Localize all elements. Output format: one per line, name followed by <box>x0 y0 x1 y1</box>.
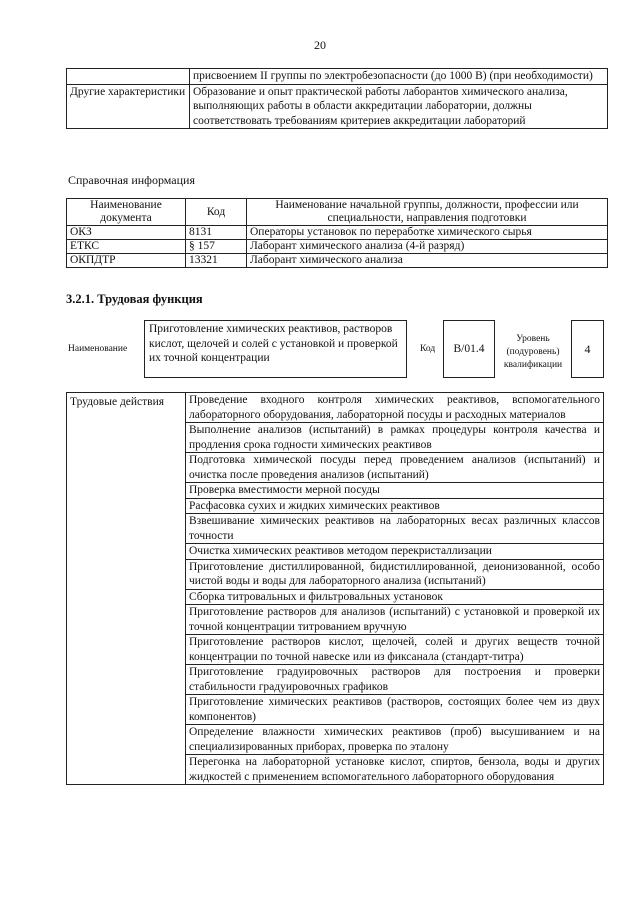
table-row <box>67 226 608 240</box>
column-header-document: Наименование документа <box>67 199 186 226</box>
labor-action-item: Сборка титровальных и фильтровальных установок <box>186 589 604 605</box>
table-cell: Образование и опыт практической работы лаборантов химического анализа, выполняющих работы в области аккредитации лаборатории, должны соответствовать требованиям критериев аккредитации лабораторий <box>190 84 608 129</box>
column-header-group-name: Наименование начальной группы, должности, профессии или специальности, направления подготовки <box>247 199 608 226</box>
labor-action-item: Выполнение анализов (испытаний) в рамках процедуры контроля качества и продления срока годности химических реактивов <box>186 423 604 453</box>
table-cell: 8131 <box>186 226 247 240</box>
table-cell: Операторы установок по переработке химического сырья <box>247 226 608 240</box>
labor-action-item: Подготовка химической посуды перед проведением анализов (испытаний) и очистка после проведения анализов (испытаний) <box>186 453 604 483</box>
table-cell: ОКЗ <box>67 226 186 240</box>
reference-table <box>66 198 608 268</box>
labor-actions-body <box>67 393 604 785</box>
labor-action-item: Приготовление дистиллированной, бидистиллированной, деионизованной, особо чистой воды и воды для лабораторного анализа (испытаний) <box>186 559 604 589</box>
table-cell: присвоением II группы по электробезопасности (до 1000 В) (при необходимости) <box>190 69 608 85</box>
qualification-level-label: Уровень (подуровень) квалификации <box>503 334 563 370</box>
table-row <box>67 84 608 129</box>
labor-action-item: Перегонка на лабораторной установке кислот, спиртов, бензола, воды и других жидкостей с применением вспомогательного лабораторного оборудования <box>186 755 604 785</box>
table-row <box>67 254 608 268</box>
table-cell: Лаборант химического анализа <box>247 254 608 268</box>
table-cell: 13321 <box>186 254 247 268</box>
table-cell: ОКПДТР <box>67 254 186 268</box>
labor-action-item: Приготовление градуировочных растворов для построения и проверки стабильности градуировочных графиков <box>186 665 604 695</box>
labor-action-item: Расфасовка сухих и жидких химических реактивов <box>186 498 604 514</box>
labor-action-item: Приготовление растворов кислот, щелочей, солей и других веществ точной концентрации по точной навеске или из фиксанала (стандарт-титра) <box>186 635 604 665</box>
section-heading: 3.2.1. Трудовая функция <box>66 292 203 306</box>
labor-actions-label: Трудовые действия <box>67 393 186 785</box>
qualification-level-value: 4 <box>571 320 604 378</box>
function-name-label: Наименование <box>68 344 128 354</box>
page-number: 20 <box>314 38 326 52</box>
table-header-row <box>67 199 608 226</box>
function-name-value: Приготовление химических реактивов, растворов кислот, щелочей и солей с установкой и проверкой их точной концентрации <box>144 320 407 378</box>
labor-action-item: Взвешивание химических реактивов на лабораторных весах различных классов точности <box>186 514 604 544</box>
table-row <box>67 69 608 85</box>
labor-action-item: Проверка вместимости мерной посуды <box>186 483 604 499</box>
reference-info-title: Справочная информация <box>68 173 195 187</box>
labor-action-item: Приготовление химических реактивов (растворов, состоящих более чем из двух компонентов) <box>186 695 604 725</box>
labor-action-item: Приготовление растворов для анализов (испытаний) с установкой и проверкой их точной концентрации титрованием вручную <box>186 605 604 635</box>
table-cell: ЕТКС <box>67 240 186 254</box>
labor-actions-table <box>66 392 604 785</box>
other-characteristics-table <box>66 68 608 129</box>
labor-action-item: Проведение входного контроля химических реактивов, вспомогательного лабораторного оборудования, лабораторной посуды и расходных материалов <box>186 393 604 423</box>
function-code-value: В/01.4 <box>443 320 495 378</box>
table-row <box>67 240 608 254</box>
function-code-label: Код <box>420 344 436 354</box>
labor-action-item: Определение влажности химических реактивов (проб) высушиванием и на специализированных приборах, проверка по эталону <box>186 725 604 755</box>
column-header-code: Код <box>186 199 247 226</box>
table-cell-empty <box>67 69 190 85</box>
row-label-other-characteristics: Другие характеристики <box>67 84 190 129</box>
labor-action-item: Очистка химических реактивов методом перекристаллизации <box>186 544 604 560</box>
table-row <box>67 393 604 423</box>
table-cell: Лаборант химического анализа (4-й разряд) <box>247 240 608 254</box>
table-cell: § 157 <box>186 240 247 254</box>
